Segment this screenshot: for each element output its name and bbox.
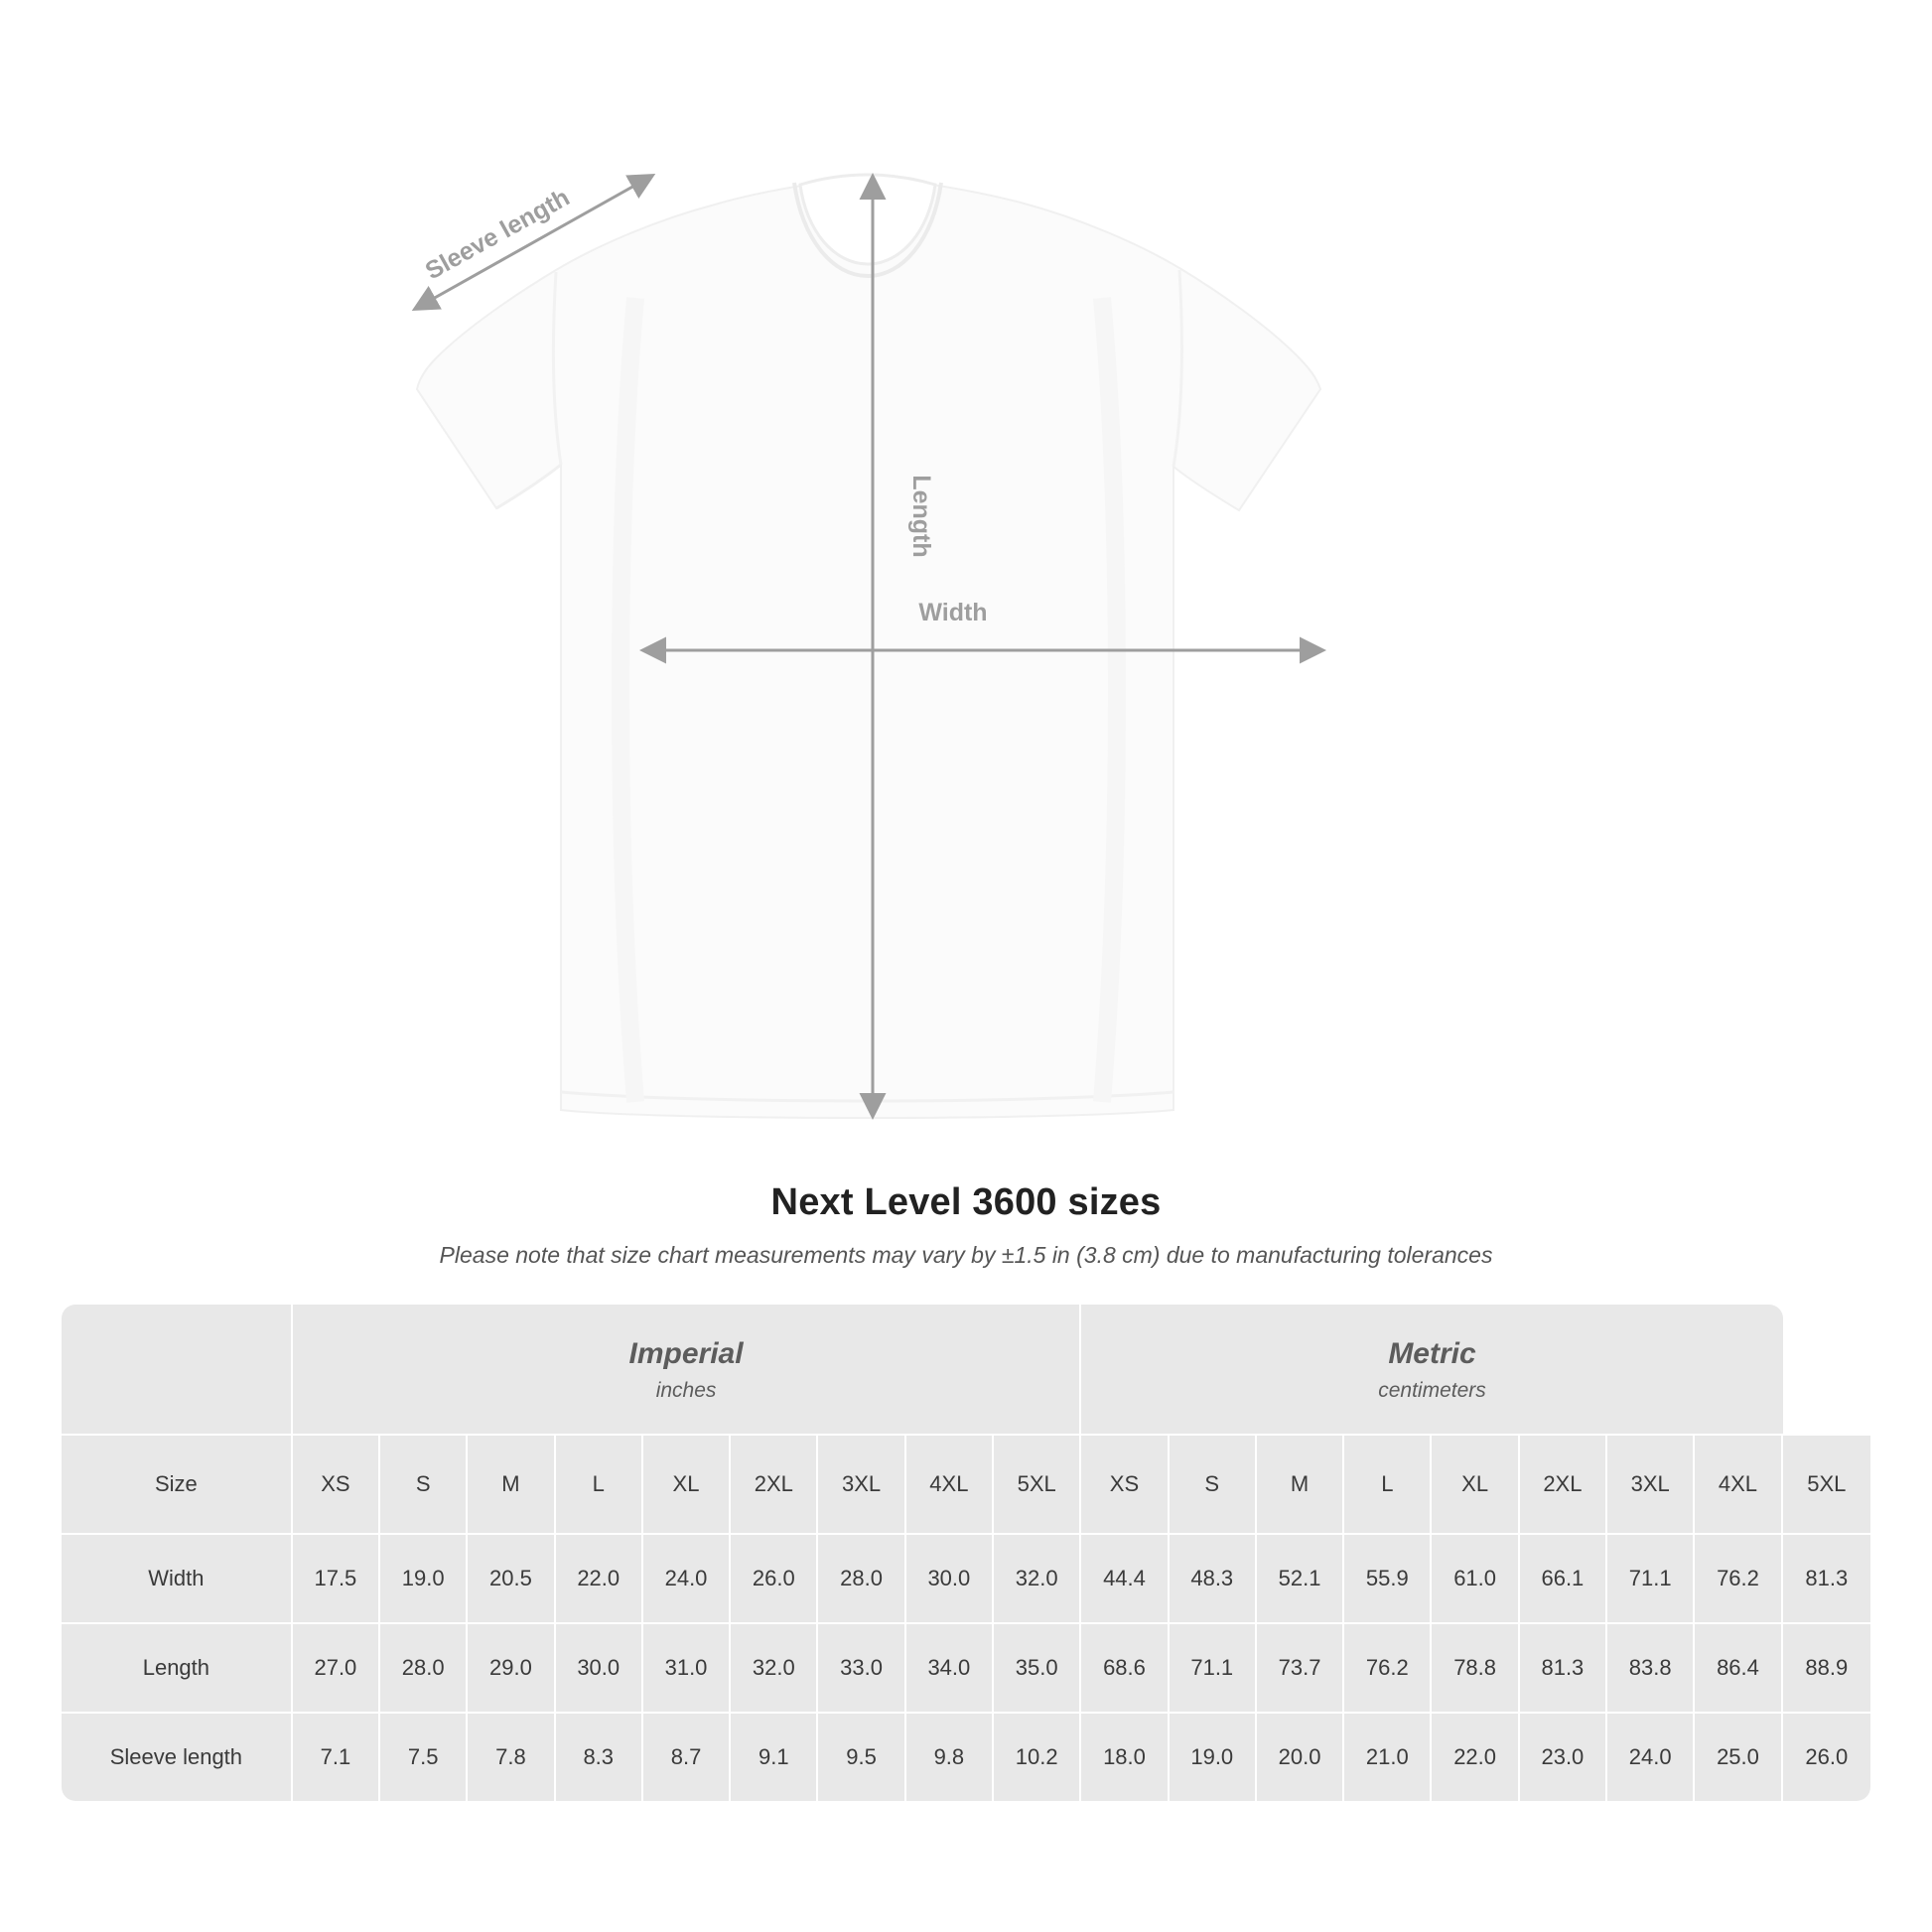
cell-sleeve-imperial-5xl: 10.2 <box>994 1714 1081 1801</box>
header-metric-m: M <box>1257 1436 1344 1535</box>
cell-length-metric-m: 73.7 <box>1257 1624 1344 1714</box>
header-imperial-xs: XS <box>293 1436 380 1535</box>
cell-width-metric-4xl: 76.2 <box>1695 1535 1782 1624</box>
cell-width-imperial-5xl: 32.0 <box>994 1535 1081 1624</box>
header-metric-s: S <box>1170 1436 1257 1535</box>
size-chart-table <box>62 1305 1870 1801</box>
cell-sleeve-metric-4xl: 25.0 <box>1695 1714 1782 1801</box>
cell-width-metric-2xl: 66.1 <box>1520 1535 1607 1624</box>
cell-width-imperial-3xl: 28.0 <box>818 1535 905 1624</box>
length-label: Length <box>907 475 935 558</box>
cell-width-metric-3xl: 71.1 <box>1607 1535 1695 1624</box>
table-corner <box>62 1305 293 1436</box>
header-metric-l: L <box>1344 1436 1432 1535</box>
size-header-row <box>62 1436 1870 1535</box>
unit-group-row <box>62 1305 1870 1436</box>
header-imperial-3xl: 3XL <box>818 1436 905 1535</box>
cell-length-metric-s: 71.1 <box>1170 1624 1257 1714</box>
cell-sleeve-imperial-xl: 8.7 <box>643 1714 731 1801</box>
cell-sleeve-metric-xl: 22.0 <box>1432 1714 1519 1801</box>
cell-length-imperial-5xl: 35.0 <box>994 1624 1081 1714</box>
cell-length-imperial-xs: 27.0 <box>293 1624 380 1714</box>
header-metric-xs: XS <box>1081 1436 1169 1535</box>
cell-width-metric-xs: 44.4 <box>1081 1535 1169 1624</box>
header-metric-5xl: 5XL <box>1783 1436 1870 1535</box>
header-imperial-s: S <box>380 1436 468 1535</box>
header-imperial-xl: XL <box>643 1436 731 1535</box>
cell-sleeve-imperial-2xl: 9.1 <box>731 1714 818 1801</box>
size-chart-table-wrap <box>62 1305 1870 1801</box>
cell-width-imperial-2xl: 26.0 <box>731 1535 818 1624</box>
cell-sleeve-imperial-s: 7.5 <box>380 1714 468 1801</box>
cell-width-imperial-xl: 24.0 <box>643 1535 731 1624</box>
tolerance-note: Please note that size chart measurements may vary by ±1.5 in (3.8 cm) due to manufacturing tolerances <box>439 1242 1493 1268</box>
cell-sleeve-imperial-3xl: 9.5 <box>818 1714 905 1801</box>
header-imperial-2xl: 2XL <box>731 1436 818 1535</box>
sleeve-length-label: Sleeve length <box>420 183 575 286</box>
cell-length-metric-3xl: 83.8 <box>1607 1624 1695 1714</box>
header-imperial-4xl: 4XL <box>906 1436 994 1535</box>
cell-length-imperial-xl: 31.0 <box>643 1624 731 1714</box>
cell-sleeve-metric-l: 21.0 <box>1344 1714 1432 1801</box>
cell-sleeve-imperial-xs: 7.1 <box>293 1714 380 1801</box>
cell-width-metric-5xl: 81.3 <box>1783 1535 1870 1624</box>
header-imperial-5xl: 5XL <box>994 1436 1081 1535</box>
cell-sleeve-metric-m: 20.0 <box>1257 1714 1344 1801</box>
cell-width-metric-l: 55.9 <box>1344 1535 1432 1624</box>
cell-sleeve-metric-3xl: 24.0 <box>1607 1714 1695 1801</box>
cell-length-metric-l: 76.2 <box>1344 1624 1432 1714</box>
unit-group-metric <box>1081 1305 1782 1436</box>
header-metric-3xl: 3XL <box>1607 1436 1695 1535</box>
cell-width-imperial-m: 20.5 <box>468 1535 555 1624</box>
cell-length-metric-5xl: 88.9 <box>1783 1624 1870 1714</box>
header-metric-xl: XL <box>1432 1436 1519 1535</box>
cell-length-imperial-3xl: 33.0 <box>818 1624 905 1714</box>
page-title: Next Level 3600 sizes <box>770 1181 1162 1223</box>
cell-length-imperial-s: 28.0 <box>380 1624 468 1714</box>
unit-group-imperial-sub: inches <box>655 1378 717 1402</box>
cell-length-imperial-2xl: 32.0 <box>731 1624 818 1714</box>
cell-sleeve-metric-5xl: 26.0 <box>1783 1714 1870 1801</box>
cell-length-metric-xl: 78.8 <box>1432 1624 1519 1714</box>
table-row <box>62 1714 1870 1801</box>
table-row <box>62 1624 1870 1714</box>
header-metric-4xl: 4XL <box>1695 1436 1782 1535</box>
tshirt-shape <box>417 175 1320 1118</box>
header-size-label: Size <box>62 1436 293 1535</box>
header-imperial-m: M <box>468 1436 555 1535</box>
row-label-width: Width <box>62 1535 293 1624</box>
title-block <box>0 1181 1932 1269</box>
cell-length-imperial-m: 29.0 <box>468 1624 555 1714</box>
cell-length-imperial-4xl: 34.0 <box>906 1624 994 1714</box>
cell-width-imperial-4xl: 30.0 <box>906 1535 994 1624</box>
cell-sleeve-metric-s: 19.0 <box>1170 1714 1257 1801</box>
cell-length-imperial-l: 30.0 <box>556 1624 643 1714</box>
width-label: Width <box>918 599 988 626</box>
cell-width-imperial-xs: 17.5 <box>293 1535 380 1624</box>
cell-width-metric-s: 48.3 <box>1170 1535 1257 1624</box>
table-row <box>62 1535 1870 1624</box>
cell-length-metric-2xl: 81.3 <box>1520 1624 1607 1714</box>
cell-width-metric-xl: 61.0 <box>1432 1535 1519 1624</box>
unit-group-metric-name: Metric <box>1388 1337 1476 1371</box>
cell-width-imperial-s: 19.0 <box>380 1535 468 1624</box>
unit-group-metric-sub: centimeters <box>1378 1378 1486 1402</box>
cell-sleeve-imperial-l: 8.3 <box>556 1714 643 1801</box>
cell-sleeve-metric-2xl: 23.0 <box>1520 1714 1607 1801</box>
unit-group-imperial <box>293 1305 1082 1436</box>
header-metric-2xl: 2XL <box>1520 1436 1607 1535</box>
cell-sleeve-imperial-4xl: 9.8 <box>906 1714 994 1801</box>
cell-width-metric-m: 52.1 <box>1257 1535 1344 1624</box>
unit-group-imperial-name: Imperial <box>628 1337 744 1371</box>
cell-sleeve-imperial-m: 7.8 <box>468 1714 555 1801</box>
cell-sleeve-metric-xs: 18.0 <box>1081 1714 1169 1801</box>
header-imperial-l: L <box>556 1436 643 1535</box>
cell-width-imperial-l: 22.0 <box>556 1535 643 1624</box>
row-label-length: Length <box>62 1624 293 1714</box>
cell-length-metric-4xl: 86.4 <box>1695 1624 1782 1714</box>
cell-length-metric-xs: 68.6 <box>1081 1624 1169 1714</box>
row-label-sleeve-length: Sleeve length <box>62 1714 293 1801</box>
